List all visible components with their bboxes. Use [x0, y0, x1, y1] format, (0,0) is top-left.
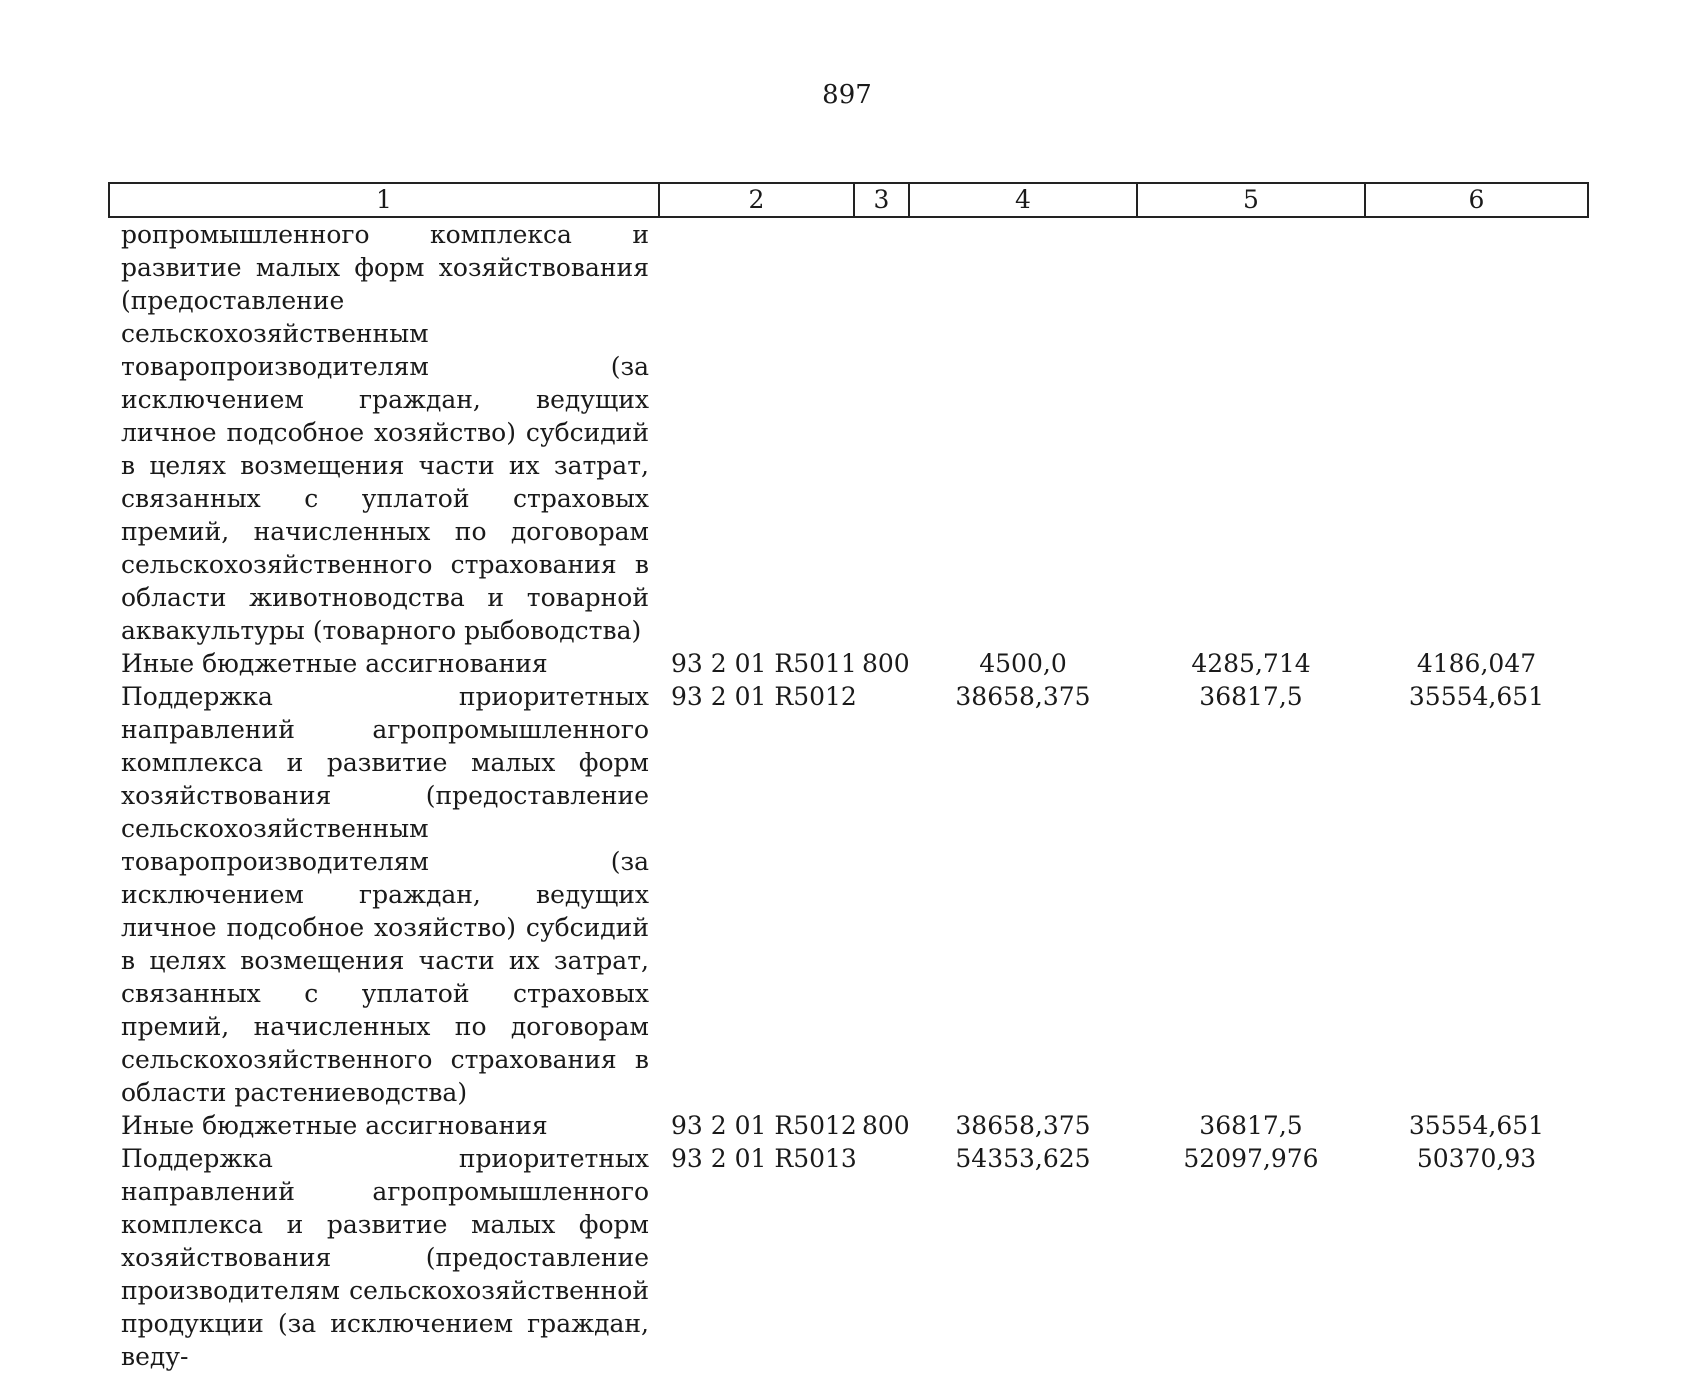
row-value-4: 38658,375 [955, 1111, 1091, 1140]
row-value-4: 54353,625 [955, 1144, 1091, 1173]
column-header-5: 5 [1137, 183, 1365, 217]
row-value-6: 50370,93 [1416, 1144, 1537, 1173]
table-row [109, 1142, 1588, 1373]
column-header-3: 3 [854, 183, 909, 217]
row-code: 93 2 01 R5012 [671, 682, 857, 711]
table-header [109, 183, 1588, 217]
row-name: Иные бюджетные ассигнования [121, 1111, 548, 1140]
row-value-5 [1137, 217, 1365, 647]
budget-table [108, 182, 1589, 1373]
row-expense-type [854, 680, 909, 1109]
table-row [109, 647, 1588, 680]
row-expense-type: 800 [862, 649, 910, 678]
row-code: 93 2 01 R5013 [671, 1144, 857, 1173]
column-header-4: 4 [909, 183, 1137, 217]
header-row [109, 183, 1588, 217]
row-expense-type [854, 217, 909, 647]
table-row [109, 680, 1588, 1109]
row-name: Поддержка приоритетных направлений агропромышленного комплекса и развитие малых форм хозяйствования (предоставление производителям сельскохозяйственной продукции (за исключением граждан, веду- [121, 1144, 649, 1371]
row-value-6 [1365, 217, 1588, 647]
row-value-6: 35554,651 [1408, 1111, 1545, 1140]
column-header-1: 1 [109, 183, 659, 217]
row-value-5: 4285,714 [1191, 649, 1311, 678]
row-value-5: 36817,5 [1199, 1111, 1303, 1140]
row-name: Иные бюджетные ассигнования [121, 649, 548, 678]
table-row [109, 1109, 1588, 1142]
row-expense-type: 800 [862, 1111, 910, 1140]
table-row [109, 217, 1588, 647]
row-name: ропромышленного комплекса и развитие малых форм хозяйствования (предоставление сельскохозяйственным товаропроизводителям (за исключением граждан, ведущих личное подсобное хозяйство) субсидий в целях возмещения части их затрат, связанных с уплатой страховых премий, начисленных по договорам сельскохозяйственного страхования в области животноводства и товарной аквакультуры (товарного рыбоводства) [121, 220, 649, 645]
row-code [659, 217, 854, 647]
row-name: Поддержка приоритетных направлений агропромышленного комплекса и развитие малых форм хозяйствования (предоставление сельскохозяйственным товаропроизводителям (за исключением граждан, ведущих личное подсобное хозяйство) субсидий в целях возмещения части их затрат, связанных с уплатой страховых премий, начисленных по договорам сельскохозяйственного страхования в области растениеводства) [121, 682, 649, 1107]
row-value-6: 35554,651 [1408, 682, 1545, 711]
column-header-6: 6 [1365, 183, 1588, 217]
row-code: 93 2 01 R5012 [671, 1111, 857, 1140]
row-value-4: 38658,375 [955, 682, 1091, 711]
row-value-5: 52097,976 [1183, 1144, 1319, 1173]
row-expense-type [854, 1142, 909, 1373]
row-value-4 [909, 217, 1137, 647]
column-header-2: 2 [659, 183, 854, 217]
page-number: 897 [822, 80, 872, 110]
row-value-6: 4186,047 [1416, 649, 1537, 678]
row-value-5: 36817,5 [1199, 682, 1303, 711]
row-code: 93 2 01 R5011 [671, 649, 857, 678]
row-value-4: 4500,0 [979, 649, 1067, 678]
